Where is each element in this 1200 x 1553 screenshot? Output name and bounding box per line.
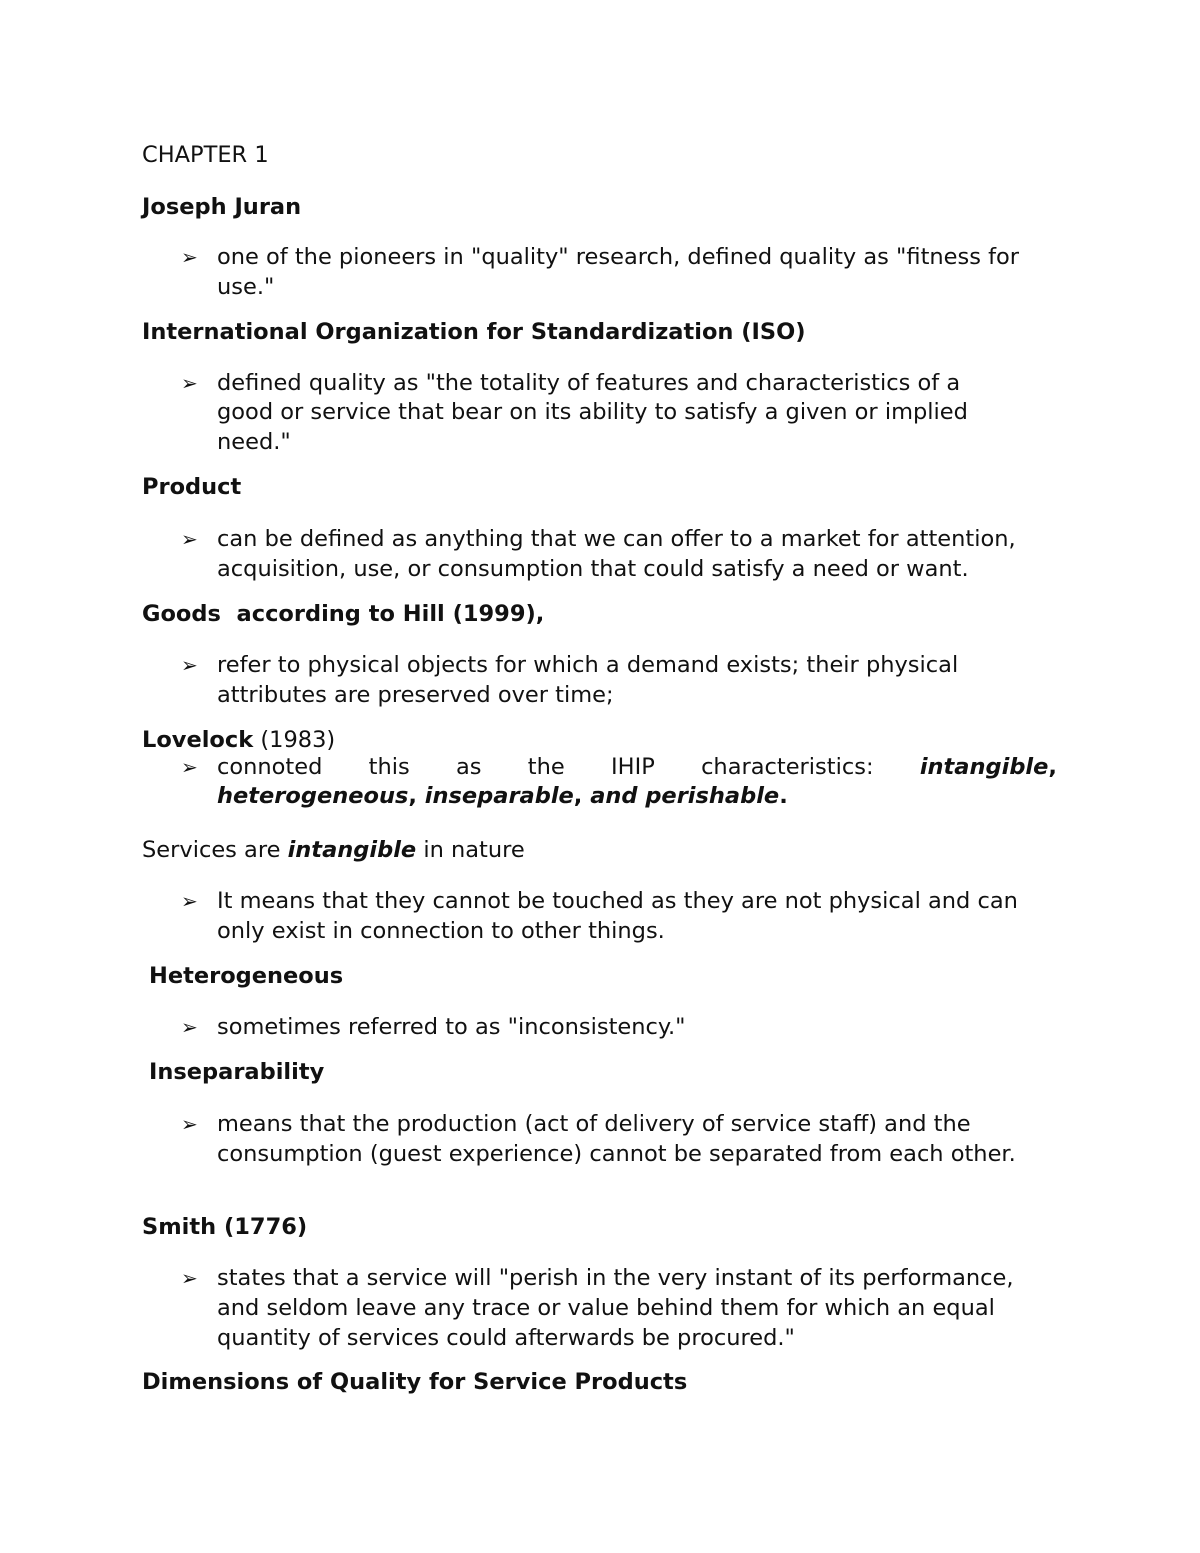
heading-heterogeneous: Heterogeneous [149, 963, 344, 989]
lovelock-text-line-2: heterogeneous, inseparable, and perishable. [217, 783, 788, 809]
services-text-line-1: It means that they cannot be touched as they are not physical and can [217, 888, 1018, 914]
product-text-line-1: can be defined as anything that we can offer to a market for attention, [217, 526, 1016, 552]
lovelock-year: (1983) [253, 727, 336, 753]
heading-goods: Goods according to Hill (1999), [142, 601, 545, 627]
product-text-line-2: acquisition, use, or consumption that could satisfy a need or want. [217, 556, 969, 582]
iso-text-line-2: good or service that bear on its ability to satisfy a given or implied [217, 399, 968, 425]
smith-text-line-3: quantity of services could afterwards be procured." [217, 1325, 795, 1351]
heading-smith: Smith (1776) [142, 1214, 308, 1240]
chapter-title: CHAPTER 1 [142, 142, 269, 168]
juran-text-line-1: one of the pioneers in "quality" research, defined quality as "fitness for [217, 244, 1020, 270]
smith-text-line-2: and seldom leave any trace or value behind them for which an equal [217, 1295, 995, 1321]
lovelock-emph-word: intangible, [919, 754, 1057, 780]
arrow-bullet-icon: ➢ [181, 653, 198, 677]
goods-text-line-2: attributes are preserved over time; [217, 682, 614, 708]
arrow-bullet-icon: ➢ [181, 1112, 198, 1136]
iso-text-line-3: need." [217, 429, 291, 455]
lovelock-word: IHIP [611, 754, 655, 780]
iso-text-line-1: defined quality as "the totality of features and characteristics of a [217, 370, 961, 396]
lovelock-word: as [456, 754, 482, 780]
arrow-bullet-icon: ➢ [181, 1266, 198, 1290]
heading-inseparability: Inseparability [149, 1059, 325, 1085]
arrow-bullet-icon: ➢ [181, 1015, 198, 1039]
inseparability-text-line-1: means that the production (act of delivery of service staff) and the [217, 1111, 971, 1137]
services-text-line-2: only exist in connection to other things. [217, 918, 665, 944]
lovelock-word: connoted [217, 754, 323, 780]
smith-text-line-1: states that a service will "perish in the very instant of its performance, [217, 1265, 1014, 1291]
lovelock-text-line-1 [217, 752, 1057, 782]
heading-dimensions: Dimensions of Quality for Service Products [142, 1369, 688, 1395]
arrow-bullet-icon: ➢ [181, 755, 198, 779]
heading-product: Product [142, 474, 242, 500]
juran-text-line-2: use." [217, 274, 275, 300]
inseparability-text-line-2: consumption (guest experience) cannot be separated from each other. [217, 1141, 1016, 1167]
arrow-bullet-icon: ➢ [181, 245, 198, 269]
arrow-bullet-icon: ➢ [181, 371, 198, 395]
heading-services: Services are intangible in nature [142, 837, 525, 863]
lovelock-name: Lovelock [142, 727, 254, 753]
arrow-bullet-icon: ➢ [181, 527, 198, 551]
lovelock-word: this [368, 754, 410, 780]
heading-juran: Joseph Juran [142, 194, 302, 220]
heading-lovelock [142, 725, 335, 755]
arrow-bullet-icon: ➢ [181, 889, 198, 913]
goods-text-line-1: refer to physical objects for which a demand exists; their physical [217, 652, 959, 678]
lovelock-word: the [527, 754, 565, 780]
heading-iso: International Organization for Standardization (ISO) [142, 319, 806, 345]
lovelock-word: characteristics: [701, 754, 874, 780]
heterogeneous-text-line-1: sometimes referred to as "inconsistency." [217, 1014, 686, 1040]
